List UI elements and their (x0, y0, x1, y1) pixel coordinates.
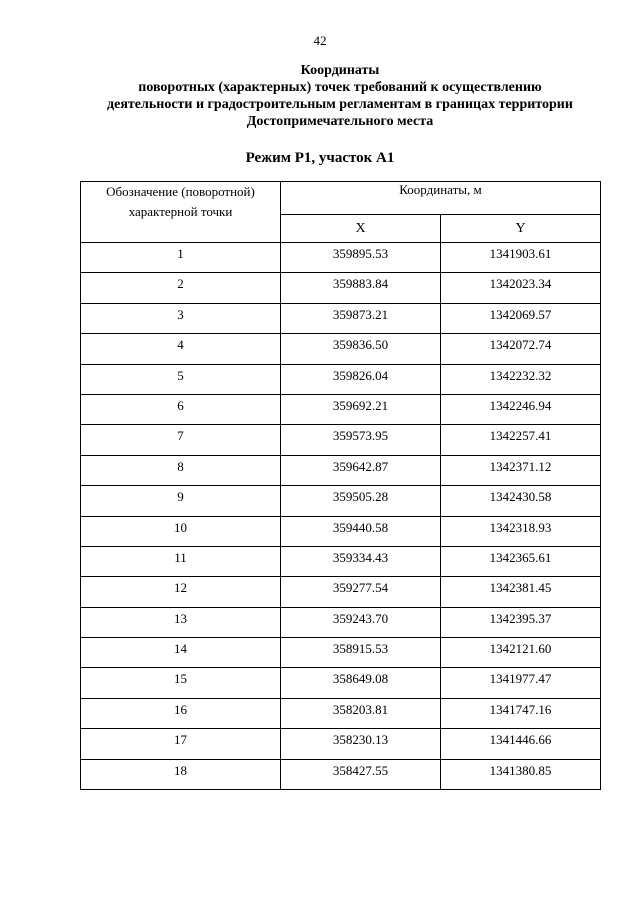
title-line: поворотных (характерных) точек требований к осуществлению (138, 80, 542, 95)
x-coordinate-cell: 358230.13 (281, 729, 441, 759)
table-row (81, 455, 601, 485)
point-number-cell: 12 (81, 577, 281, 607)
x-coordinate-cell: 359277.54 (281, 577, 441, 607)
y-coordinate-cell: 1341977.47 (441, 668, 601, 698)
y-coordinate-cell: 1342246.94 (441, 394, 601, 424)
y-coordinate-cell: 1342371.12 (441, 455, 601, 485)
x-coordinate-cell: 359873.21 (281, 303, 441, 333)
point-number-cell: 9 (81, 486, 281, 516)
table-row (81, 607, 601, 637)
point-number-cell: 8 (81, 455, 281, 485)
y-coordinate-cell: 1342365.61 (441, 546, 601, 576)
point-number-cell: 16 (81, 698, 281, 728)
title-line: Координаты (300, 63, 380, 78)
table-row (81, 486, 601, 516)
y-coordinate-cell: 1342069.57 (441, 303, 601, 333)
x-coordinate-cell: 359826.04 (281, 364, 441, 394)
x-coordinate-cell: 359440.58 (281, 516, 441, 546)
document-title (60, 62, 620, 130)
coordinates-header: Координаты, м (281, 182, 601, 215)
y-coordinate-cell: 1342072.74 (441, 334, 601, 364)
point-number-cell: 10 (81, 516, 281, 546)
x-coordinate-cell: 359243.70 (281, 607, 441, 637)
y-coordinate-cell: 1342023.34 (441, 273, 601, 303)
x-coordinate-cell: 359573.95 (281, 425, 441, 455)
section-subtitle: Режим Р1, участок А1 (245, 150, 395, 166)
x-coordinate-cell: 359505.28 (281, 486, 441, 516)
point-number-cell: 14 (81, 638, 281, 668)
point-number-cell: 4 (81, 334, 281, 364)
point-number-cell: 11 (81, 546, 281, 576)
table-row (81, 698, 601, 728)
table-row (81, 546, 601, 576)
point-number-cell: 6 (81, 394, 281, 424)
x-coordinate-cell: 359692.21 (281, 394, 441, 424)
point-number-cell: 18 (81, 759, 281, 789)
x-coordinate-cell: 358649.08 (281, 668, 441, 698)
x-coordinate-cell: 359642.87 (281, 455, 441, 485)
table-row (81, 303, 601, 333)
point-number-cell: 5 (81, 364, 281, 394)
table-row (81, 638, 601, 668)
table-row (81, 394, 601, 424)
x-column-header: X (281, 215, 441, 243)
y-coordinate-cell: 1341747.16 (441, 698, 601, 728)
point-number-cell: 1 (81, 243, 281, 273)
x-coordinate-cell: 358915.53 (281, 638, 441, 668)
point-column-header: Обозначение (поворотной) характерной точки (81, 182, 281, 243)
y-coordinate-cell: 1342232.32 (441, 364, 601, 394)
x-coordinate-cell: 359836.50 (281, 334, 441, 364)
point-number-cell: 7 (81, 425, 281, 455)
table-row (81, 516, 601, 546)
y-coordinate-cell: 1341903.61 (441, 243, 601, 273)
table-row (81, 273, 601, 303)
x-coordinate-cell: 359334.43 (281, 546, 441, 576)
y-coordinate-cell: 1342257.41 (441, 425, 601, 455)
y-coordinate-cell: 1342121.60 (441, 638, 601, 668)
table-row (81, 668, 601, 698)
point-number-cell: 17 (81, 729, 281, 759)
y-coordinate-cell: 1342381.45 (441, 577, 601, 607)
table-row (81, 729, 601, 759)
table-row (81, 577, 601, 607)
y-coordinate-cell: 1342395.37 (441, 607, 601, 637)
title-line: Достопримечательного места (246, 114, 434, 129)
point-number-cell: 13 (81, 607, 281, 637)
y-coordinate-cell: 1342318.93 (441, 516, 601, 546)
point-number-cell: 3 (81, 303, 281, 333)
y-coordinate-cell: 1341446.66 (441, 729, 601, 759)
table-row (81, 364, 601, 394)
table-row (81, 759, 601, 789)
y-coordinate-cell: 1341380.85 (441, 759, 601, 789)
table-row (81, 334, 601, 364)
x-coordinate-cell: 359883.84 (281, 273, 441, 303)
table-row (81, 425, 601, 455)
x-coordinate-cell: 358203.81 (281, 698, 441, 728)
x-coordinate-cell: 359895.53 (281, 243, 441, 273)
table-row (81, 243, 601, 273)
point-number-cell: 15 (81, 668, 281, 698)
x-coordinate-cell: 358427.55 (281, 759, 441, 789)
point-number-cell: 2 (81, 273, 281, 303)
page-number: 42 (313, 33, 327, 48)
coordinates-table (80, 181, 601, 790)
title-line: деятельности и градостроительным регламентам в границах территории (107, 97, 573, 112)
y-column-header: Y (441, 215, 601, 243)
y-coordinate-cell: 1342430.58 (441, 486, 601, 516)
